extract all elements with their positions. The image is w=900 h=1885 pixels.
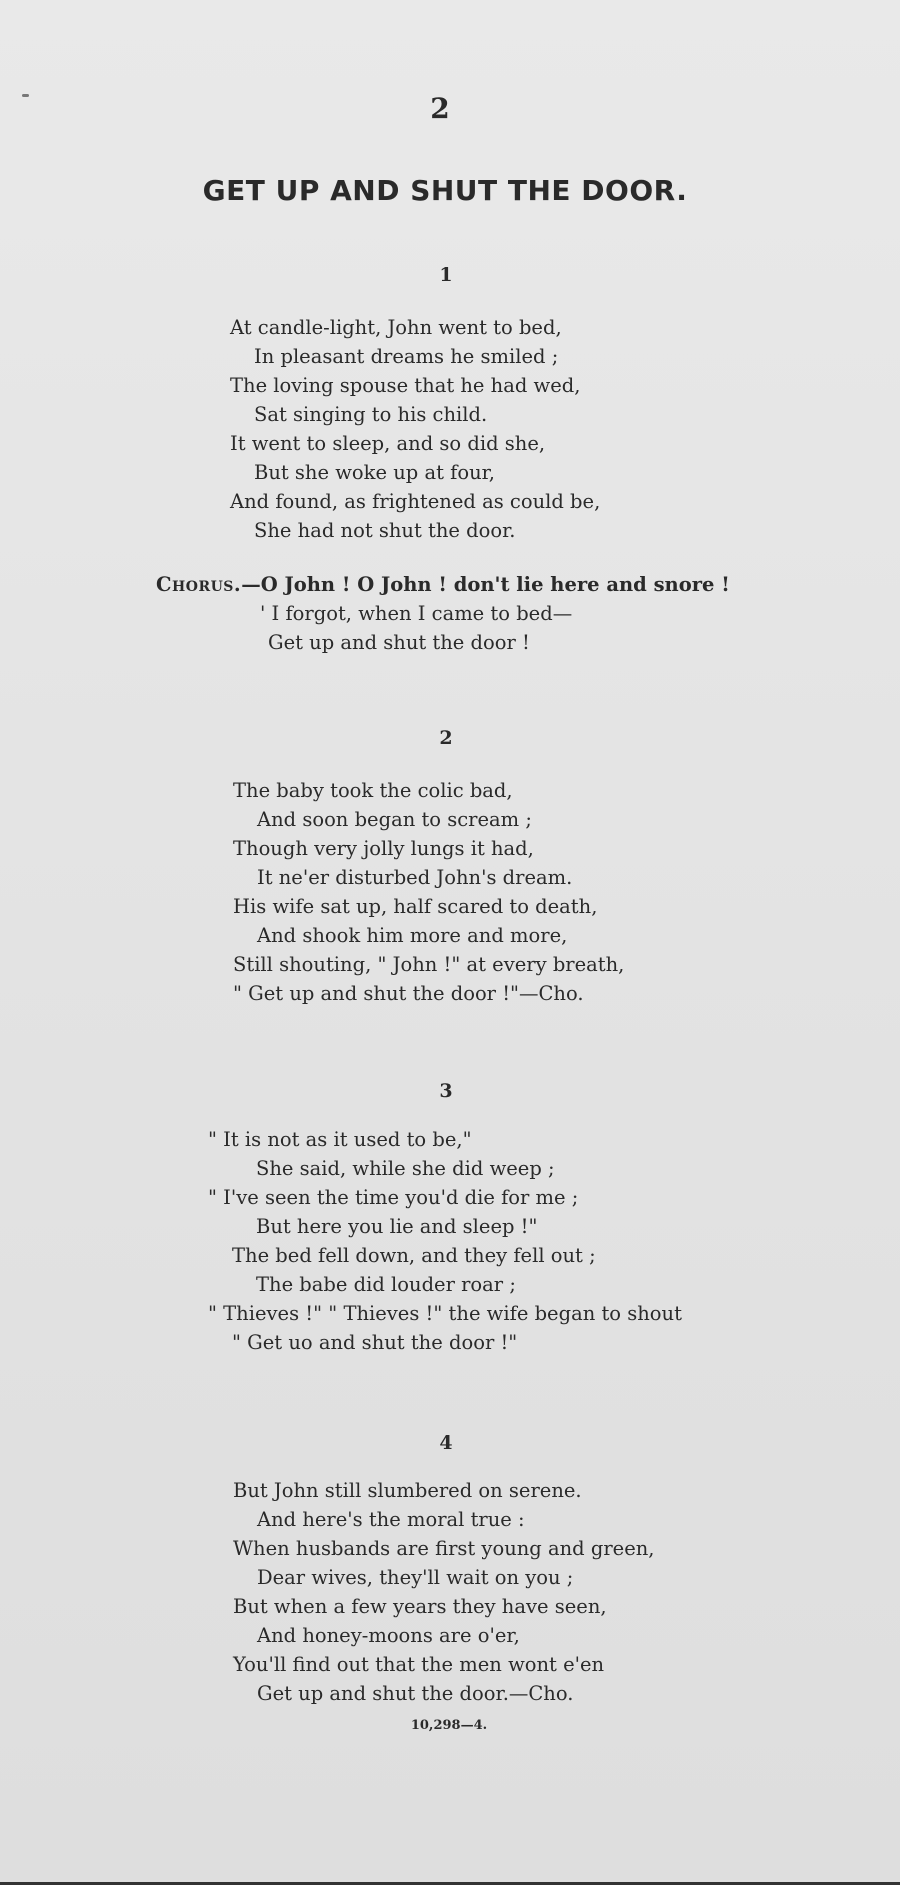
verse-line: It went to sleep, and so did she,	[230, 432, 546, 455]
verse-number-1: 1	[439, 264, 453, 286]
verse-line: " It is not as it used to be,"	[208, 1128, 472, 1151]
verse-line: You'll find out that the men wont e'en	[233, 1653, 605, 1676]
verse-number-2: 2	[439, 727, 453, 749]
chorus-first-line	[156, 570, 730, 599]
verse-line: It ne'er disturbed John's dream.	[257, 866, 573, 889]
verse-line: She had not shut the door.	[254, 519, 516, 542]
verse-number-3: 3	[439, 1080, 453, 1102]
plate-number: 10,298—4.	[410, 1718, 488, 1733]
verse-line: The bed fell down, and they fell out ;	[232, 1244, 596, 1267]
verse-1	[230, 313, 600, 545]
chorus-line: —O John ! O John ! don't lie here and snore !	[241, 573, 730, 596]
verse-line: The loving spouse that he had wed,	[230, 374, 581, 397]
verse-line: At candle-light, John went to bed,	[230, 316, 562, 339]
chorus-label: Chorus.	[156, 573, 242, 596]
verse-line: The baby took the colic bad,	[233, 779, 513, 802]
verse-line: Dear wives, they'll wait on you ;	[257, 1566, 574, 1589]
verse-line: In pleasant dreams he smiled ;	[254, 345, 559, 368]
chorus-line: Get up and shut the door !	[268, 631, 530, 654]
chorus	[156, 570, 730, 657]
verse-line: Still shouting, " John !" at every breath,	[233, 953, 625, 976]
verse-line: And found, as frightened as could be,	[230, 490, 601, 513]
verse-4	[233, 1476, 655, 1708]
verse-line: Though very jolly lungs it had,	[233, 837, 534, 860]
verse-line: Get up and shut the door.—Cho.	[257, 1682, 574, 1705]
verse-line: And here's the moral true :	[257, 1508, 525, 1531]
page-number: 2	[430, 92, 450, 125]
verse-line: " Get up and shut the door !"—Cho.	[233, 982, 584, 1005]
verse-line: And honey-moons are o'er,	[257, 1624, 520, 1647]
verse-line: When husbands are first young and green,	[233, 1537, 655, 1560]
verse-line: And shook him more and more,	[257, 924, 568, 947]
verse-3	[208, 1125, 682, 1357]
song-title: GET UP AND SHUT THE DOOR.	[202, 174, 688, 207]
verse-line: Sat singing to his child.	[254, 403, 488, 426]
verse-line: And soon began to scream ;	[257, 808, 532, 831]
verse-2	[233, 776, 624, 1008]
verse-line: " Thieves !" " Thieves !" the wife began to shout	[208, 1302, 682, 1325]
chorus-line: ' I forgot, when I came to bed—	[260, 602, 573, 625]
verse-line: The babe did louder roar ;	[256, 1273, 516, 1296]
verse-line: But John still slumbered on serene.	[233, 1479, 582, 1502]
verse-number-4: 4	[439, 1432, 453, 1454]
verse-line: " Get uo and shut the door !"	[232, 1331, 518, 1354]
verse-line: She said, while she did weep ;	[256, 1157, 555, 1180]
verse-line: But she woke up at four,	[254, 461, 496, 484]
verse-line: " I've seen the time you'd die for me ;	[208, 1186, 579, 1209]
verse-line: His wife sat up, half scared to death,	[233, 895, 598, 918]
verse-line: But when a few years they have seen,	[233, 1595, 607, 1618]
verse-line: But here you lie and sleep !"	[256, 1215, 538, 1238]
